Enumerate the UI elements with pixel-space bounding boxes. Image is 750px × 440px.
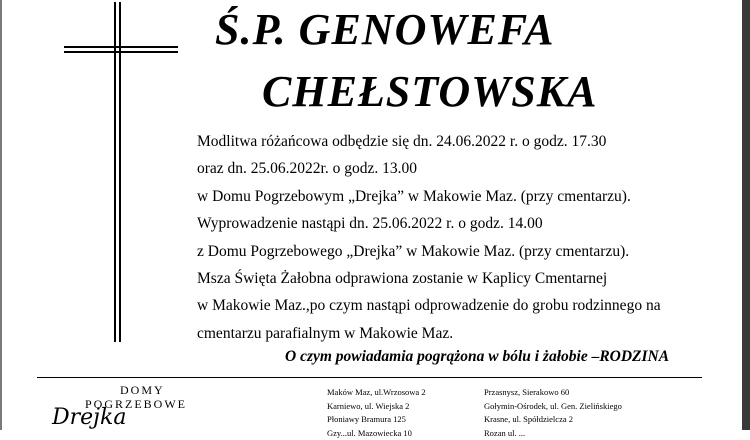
cross-vertical-bar-inner [119,2,121,342]
address-column-2 [484,386,622,440]
family-closing-line: O czym powiadamia pogrążona w bólu i żałobie –RODZINA [285,348,669,366]
address-line: Rozan ul. ... [484,427,622,440]
address-line: Płoniawy Bramura 125 [327,413,426,427]
address-line: Gzy...ul. Mazowiecka 10 [327,427,426,440]
deceased-name-line-2: CHEŁSTOWSKA [262,66,750,117]
body-line: cmentarzu parafialnym w Makowie Maz. [197,320,661,347]
deceased-name-line-1: Ś.P. GENOWEFA [215,4,750,55]
cross-horizontal-bar-inner [64,51,178,53]
logo-text-pogrzebowe: POGRZEBOWE [85,397,187,412]
body-line: Modlitwa różańcowa odbędzie się dn. 24.06.2022 r. o godz. 17.30 [197,128,661,155]
cross-horizontal-bar [64,46,178,48]
logo-brand-name: Drejka [52,405,126,430]
body-line: w Domu Pogrzebowym „Drejka” w Makowie Maz. (przy cmentarzu). [197,183,661,210]
announcement-body [197,128,661,347]
footer-divider [37,377,702,378]
body-line: w Makowie Maz.,po czym nastąpi odprowadzenie do grobu rodzinnego na [197,292,661,319]
body-line: Wyprowadzenie nastąpi dn. 25.06.2022 r. o godz. 14.00 [197,210,661,237]
address-line: Gołymin-Ośrodek, ul. Gen. Zielińskiego [484,400,622,414]
body-line: oraz dn. 25.06.2022r. o godz. 13.00 [197,155,661,182]
address-column-1 [327,386,426,440]
address-line: Krasne, ul. Spółdzielcza 2 [484,413,622,427]
body-line: Msza Święta Żałobna odprawiona zostanie w Kaplicy Cmentarnej [197,265,661,292]
body-line: z Domu Pogrzebowego „Drejka” w Makowie Maz. (przy cmentarzu). [197,238,661,265]
logo-text-domy: DOMY [120,383,165,398]
address-line: Maków Maz, ul.Wrzosowa 2 [327,386,426,400]
address-line: Karniewo, ul. Wiejska 2 [327,400,426,414]
address-line: Przasnysz, Sierakowo 60 [484,386,622,400]
cross-vertical-bar [114,2,116,342]
funeral-home-logo [52,383,212,430]
